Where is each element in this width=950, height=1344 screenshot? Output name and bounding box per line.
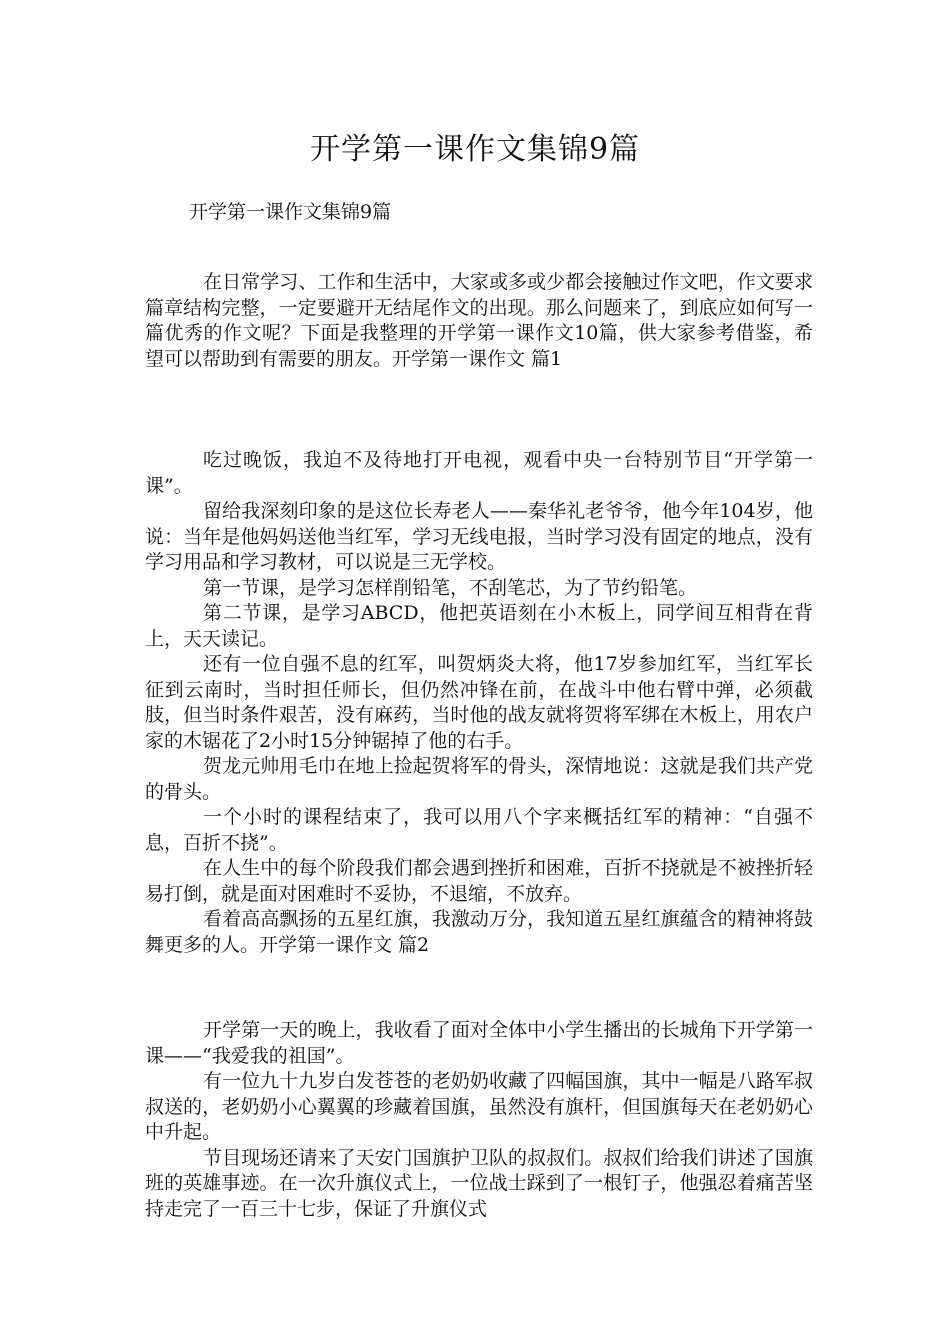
essay-2-paragraph: 有一位九十九岁白发苍苍的老奶奶收藏了四幅国旗，其中一幅是八路军叔叔送的，老奶奶小心翼翼的珍藏着国旗，虽然没有旗杆，但国旗每天在老奶奶心中升起。 xyxy=(145,1070,813,1143)
essay-1-section xyxy=(145,448,813,958)
essay-2-paragraph: 节目现场还请来了天安门国旗护卫队的叔叔们。叔叔们给我们讲述了国旗班的英雄事迹。在一次升旗仪式上，一位战士踩到了一根钉子，他强忍着痛苦坚持走完了一百三十七步，保证了升旗仪式 xyxy=(145,1146,813,1220)
document-title: 开学第一课作文集锦9篇 xyxy=(309,132,641,167)
essay-1-paragraph: 第二节课，是学习ABCD，他把英语刻在小木板上，同学间互相背在背上，天天读记。 xyxy=(145,602,813,650)
essay-2-section xyxy=(145,1018,813,1222)
essay-2-paragraph: 开学第一天的晚上，我收看了面对全体中小学生播出的长城角下开学第一课——“我爱我的祖国”。 xyxy=(145,1019,813,1067)
essay-1-paragraph: 贺龙元帅用毛巾在地上捡起贺将军的骨头，深情地说：这就是我们共产党的骨头。 xyxy=(145,755,813,803)
essay-1-paragraph: 吃过晚饭，我迫不及待地打开电视，观看中央一台特别节目“开学第一课”。 xyxy=(145,449,813,497)
essay-1-paragraph: 第一节课，是学习怎样削铅笔，不刮笔芯，为了节约铅笔。 xyxy=(203,576,698,599)
intro-paragraph: 在日常学习、工作和生活中，大家或多或少都会接触过作文吧，作文要求篇章结构完整，一定要避开无结尾作文的出现。那么问题来了，到底应如何写一篇优秀的作文呢？下面是我整理的开学第一课作文10篇，供大家参考借鉴，希望可以帮助到有需要的朋友。开学第一课作文 篇1 xyxy=(145,271,813,370)
essay-1-paragraph: 一个小时的课程结束了，我可以用八个字来概括红军的精神：“自强不息，百折不挠”。 xyxy=(145,806,813,854)
essay-1-paragraph: 还有一位自强不息的红军，叫贺炳炎大将，他17岁参加红军，当红军长征到云南时，当时担任师长，但仍然冲锋在前，在战斗中他右臂中弹，必须截肢，但当时条件艰苦，没有麻药，当时他的战友就将贺将军绑在木板上，用农户家的木锯花了2小时15分钟锯掉了他的右手。 xyxy=(145,653,813,752)
document-subtitle: 开学第一课作文集锦9篇 xyxy=(189,201,392,223)
intro-section xyxy=(145,270,813,372)
essay-1-paragraph: 留给我深刻印象的是这位长寿老人——秦华礼老爷爷，他今年104岁，他说：当年是他妈妈送他当红军，学习无线电报，当时学习没有固定的地点，没有学习用品和学习教材，可以说是三无学校。 xyxy=(145,500,813,573)
essay-1-paragraph: 在人生中的每个阶段我们都会遇到挫折和困难，百折不挠就是不被挫折轻易打倒，就是面对困难时不妥协，不退缩，不放弃。 xyxy=(145,857,813,905)
essay-1-paragraph: 看着高高飘扬的五星红旗，我激动万分，我知道五星红旗蕴含的精神将鼓舞更多的人。开学第一课作文 篇2 xyxy=(145,908,813,956)
